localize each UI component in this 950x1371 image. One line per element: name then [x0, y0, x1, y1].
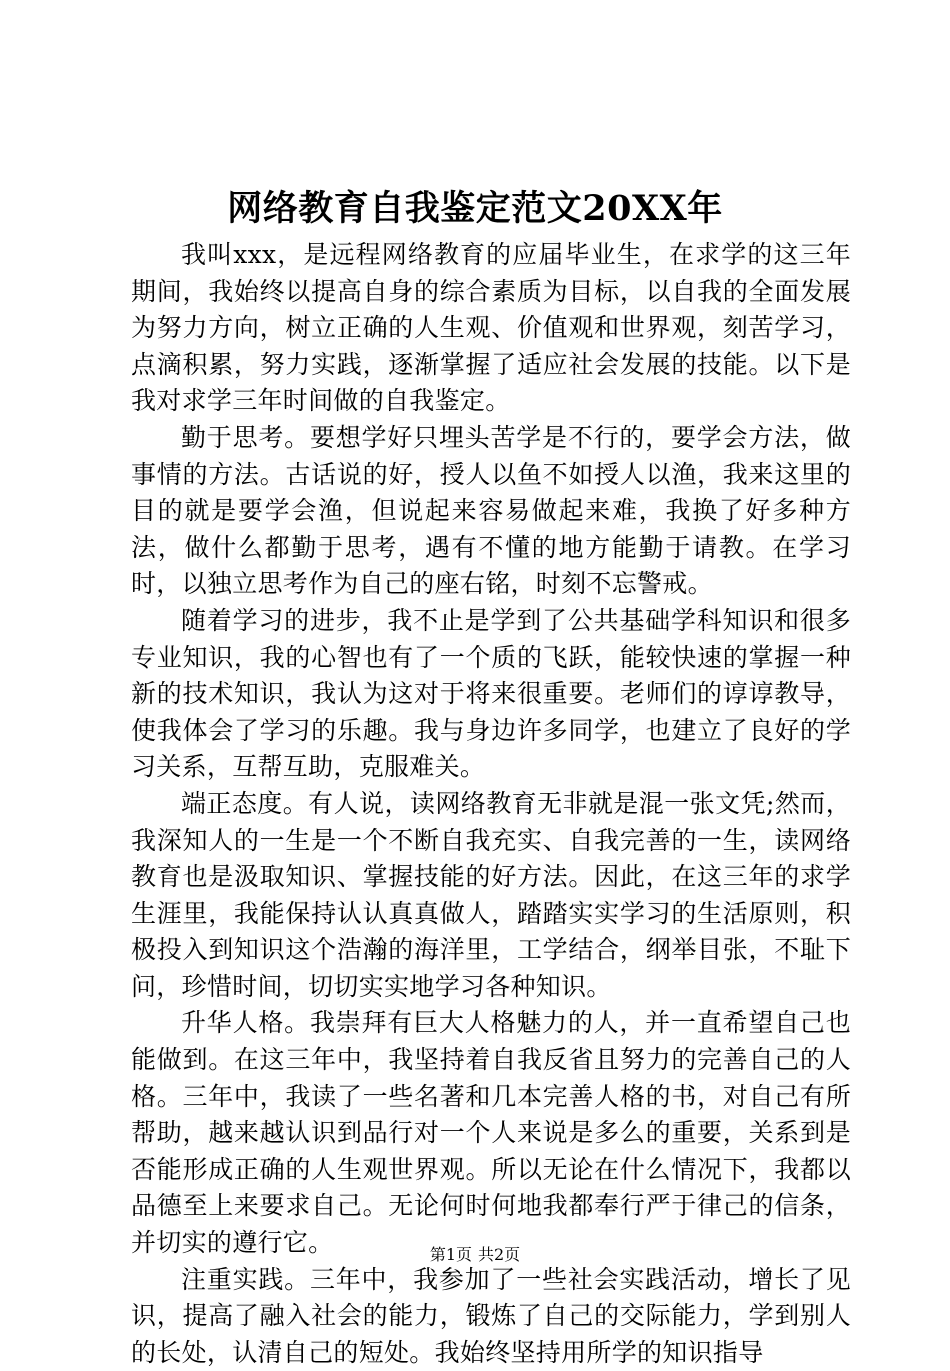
paragraph-practice: 注重实践。三年中，我参加了一些社会实践活动，增长了见识，提高了融入社会的能力，锻炼了自己的交际能力，学到别人的长处，认清自己的短处。我始终坚持用所学的知识指导	[131, 1264, 851, 1367]
document-title: 网络教育自我鉴定范文20XX年	[227, 188, 723, 229]
page-total: 共2页	[478, 1245, 521, 1264]
document-body	[131, 237, 851, 1371]
paragraph-intro: 我叫xxx，是远程网络教育的应届毕业生，在求学的这三年期间，我始终以提高自身的综合素质为目标，以自我的全面发展为努力方向，树立正确的人生观、价值观和世界观，刻苦学习，点滴积累，努力实践，逐渐掌握了适应社会发展的技能。以下是我对求学三年时间做的自我鉴定。	[131, 240, 851, 416]
page-number: 第1页	[429, 1245, 472, 1264]
paragraph-attitude: 端正态度。有人说，读网络教育无非就是混一张文凭;然而，我深知人的一生是一个不断自我充实、自我完善的一生，读网络教育也是汲取知识、掌握技能的好方法。因此，在这三年的求学生涯里，我能保持认认真真做人，踏踏实实学习的生活原则，积极投入到知识这个浩瀚的海洋里，工学结合，纲举目张，不耻下问，珍惜时间，切切实实地学习各种知识。	[131, 788, 851, 1001]
paragraph-progress: 随着学习的进步，我不止是学到了公共基础学科知识和很多专业知识，我的心智也有了一个质的飞跃，能较快速的掌握一种新的技术知识，我认为这对于将来很重要。老师们的谆谆教导，使我体会了学习的乐趣。我与身边许多同学，也建立了良好的学习关系，互帮互助，克服难关。	[131, 605, 851, 782]
page-footer	[0, 1244, 950, 1266]
paragraph-thinking: 勤于思考。要想学好只埋头苦学是不行的，要学会方法，做事情的方法。古话说的好，授人以鱼不如授人以渔，我来这里的目的就是要学会渔，但说起来容易做起来难，我换了好多种方法，做什么都勤于思考，遇有不懂的地方能勤于请教。在学习时，以独立思考作为自己的座右铭，时刻不忘警戒。	[131, 422, 851, 599]
paragraph-character: 升华人格。我崇拜有巨大人格魅力的人，并一直希望自己也能做到。在这三年中，我坚持着自我反省且努力的完善自己的人格。三年中，我读了一些名著和几本完善人格的书，对自己有所帮助，越来越认识到品行对一个人来说是多么的重要，关系到是否能形成正确的人生观世界观。所以无论在什么情况下，我都以品德至上来要求自己。无论何时何地我都奉行严于律己的信条，并切实的遵行它。	[131, 1008, 851, 1258]
